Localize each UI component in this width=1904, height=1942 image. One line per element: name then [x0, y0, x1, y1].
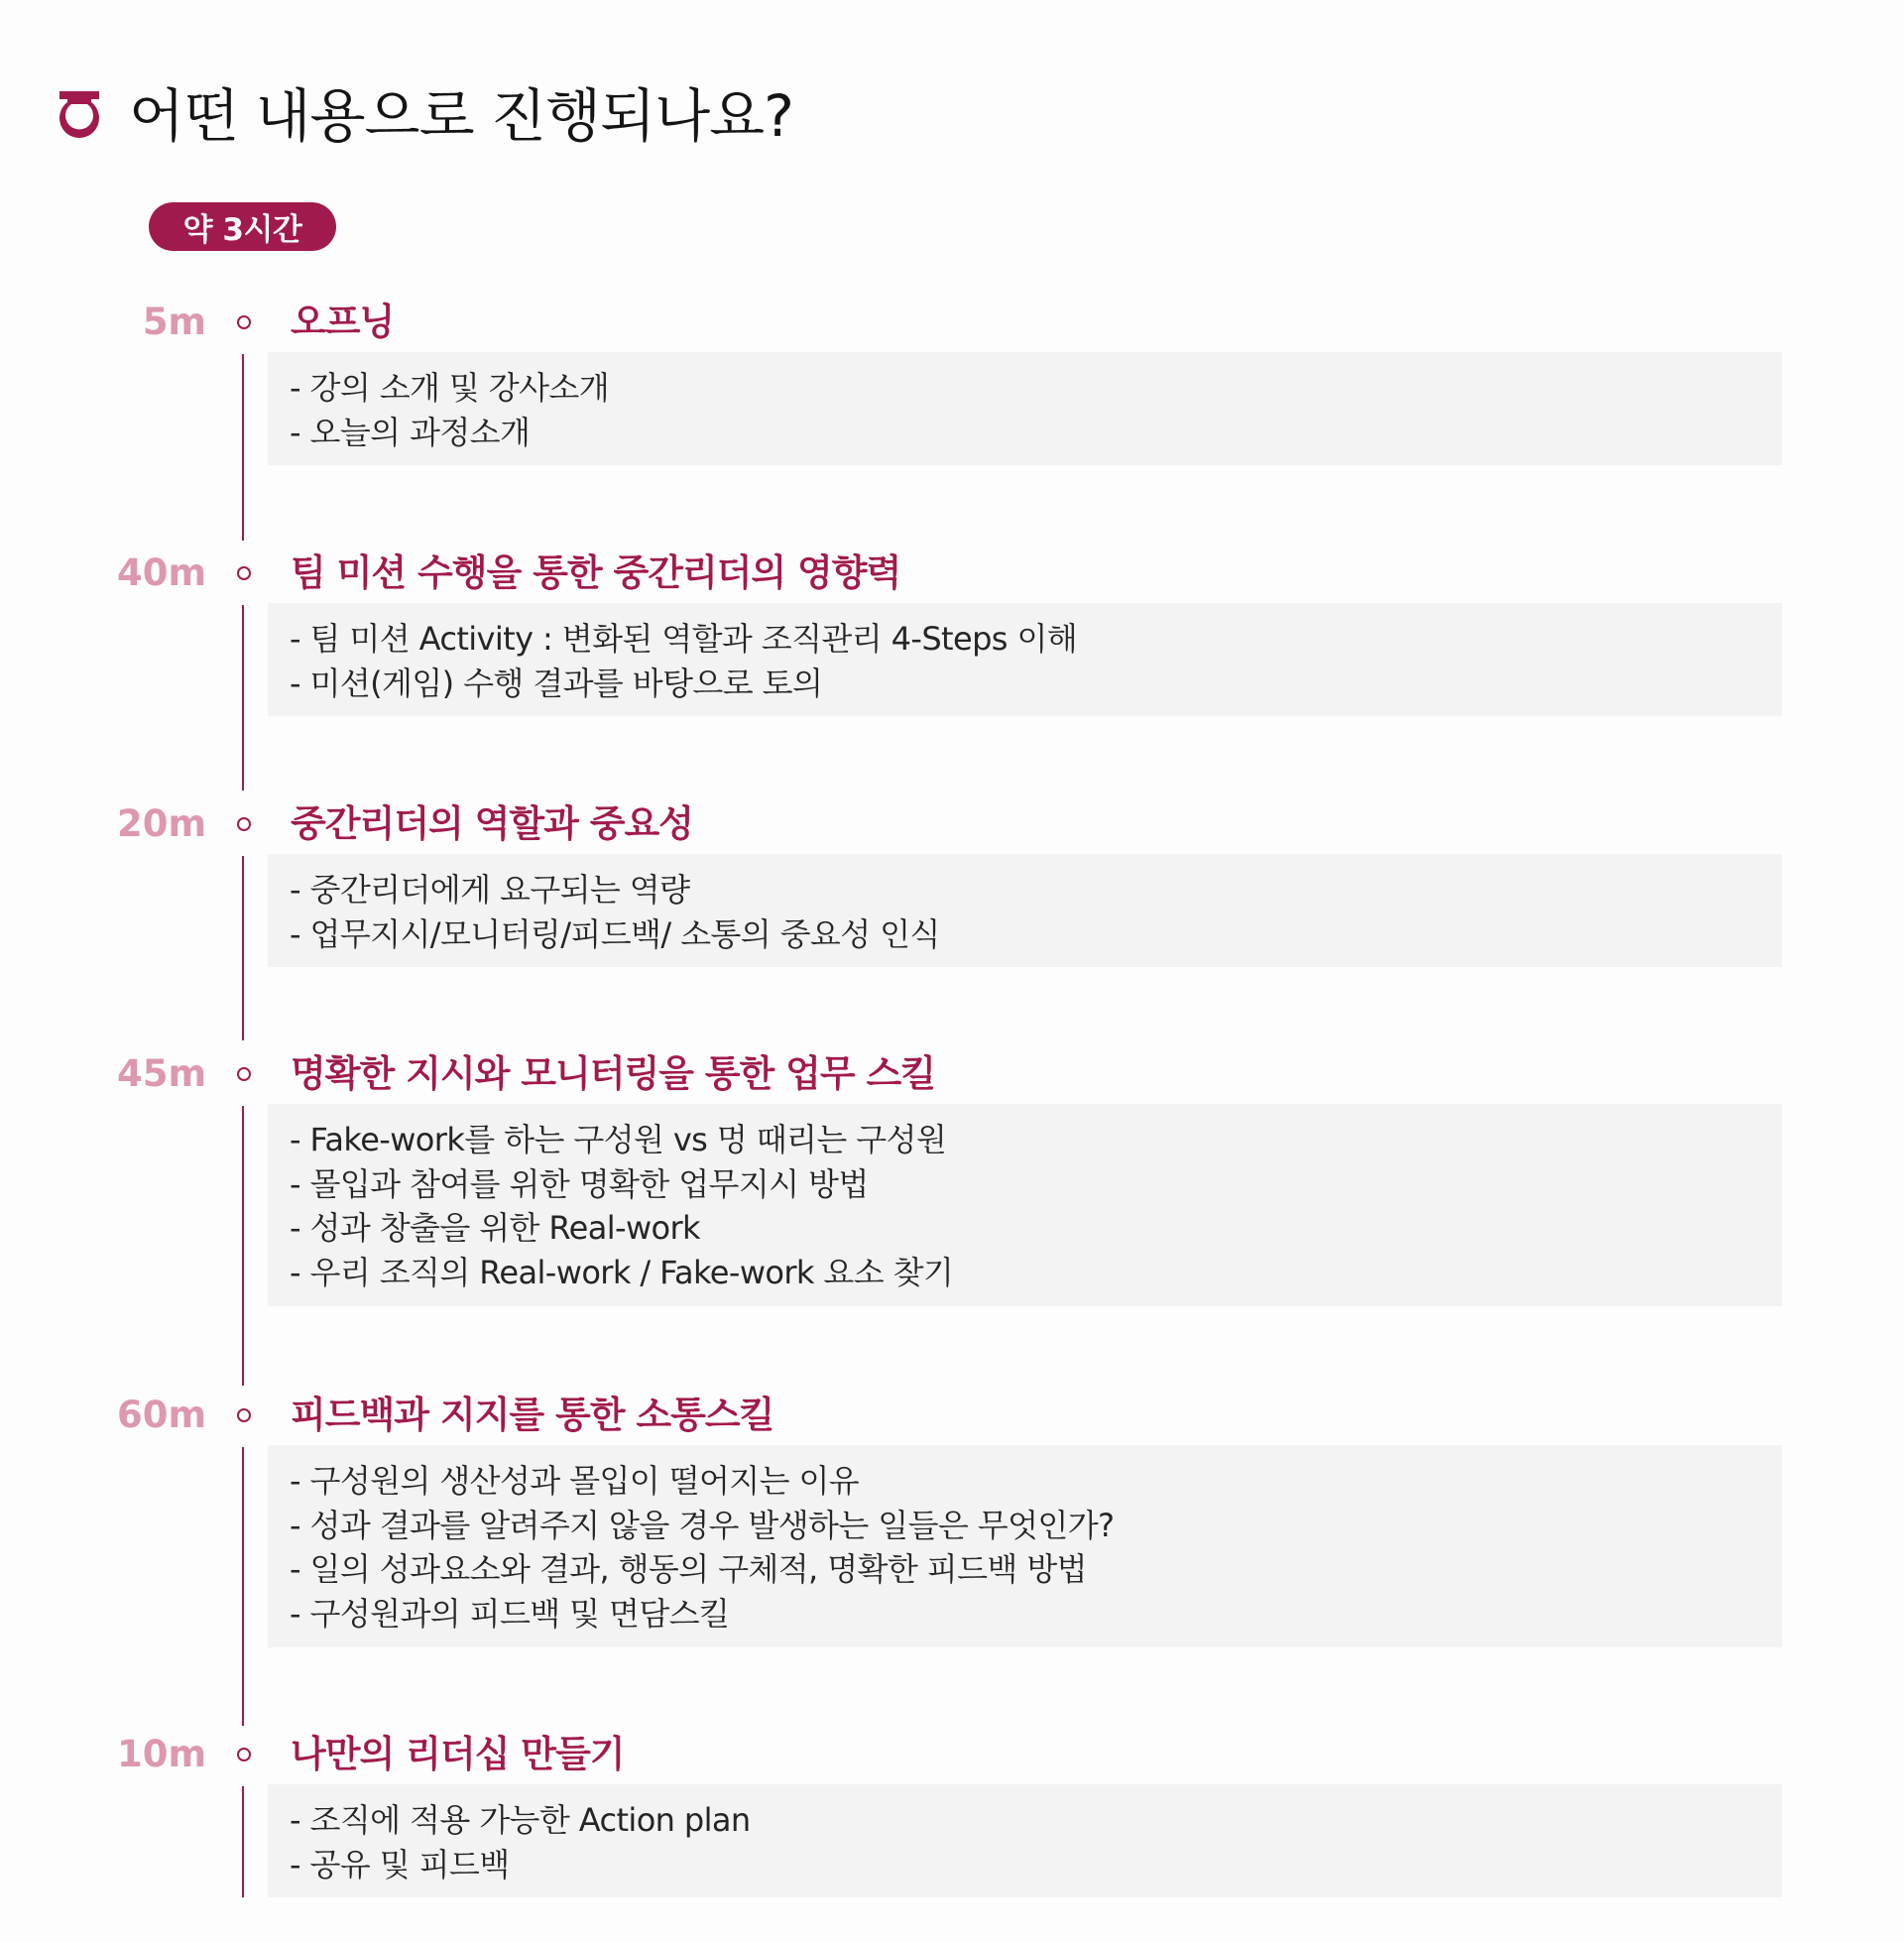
detail-line: - 팀 미션 Activity : 변화된 역할과 조직관리 4-Steps 이해: [290, 620, 1078, 658]
detail-line: - 일의 성과요소와 결과, 행동의 구체적, 명확한 피드백 방법: [290, 1550, 1087, 1588]
time-label: 45m: [116, 1052, 206, 1095]
timeline-node-icon: [237, 566, 251, 580]
item-title: 팀 미션 수행을 통한 중간리더의 영향력: [291, 551, 901, 594]
item-details-box: [268, 1784, 1782, 1897]
timeline-node-icon: [237, 315, 251, 329]
detail-line: - 조직에 적용 가능한 Action plan: [290, 1801, 751, 1839]
detail-line: - 강의 소개 및 강사소개: [290, 369, 610, 407]
item-title: 오프닝: [291, 301, 395, 343]
time-label: 20m: [116, 802, 206, 845]
detail-line: - 구성원과의 피드백 및 면담스킬: [290, 1594, 730, 1633]
timeline-connector: [242, 1106, 244, 1386]
duration-badge: 약 3시간: [149, 202, 336, 251]
item-title: 중간리더의 역할과 중요성: [291, 802, 693, 845]
time-label: 40m: [116, 551, 206, 594]
page-header: [52, 69, 793, 153]
brand-logo-icon: [52, 83, 107, 139]
detail-line: - 몰입과 참여를 위한 명확한 업무지시 방법: [290, 1164, 869, 1203]
detail-line: - 업무지시/모니터링/피드백/ 소통의 중요성 인식: [290, 914, 940, 953]
time-label: 10m: [116, 1733, 206, 1775]
timeline-node-icon: [237, 1408, 251, 1422]
item-details-box: [268, 854, 1782, 967]
time-label: 60m: [116, 1394, 206, 1436]
page-title: 어떤 내용으로 진행되나요?: [129, 82, 793, 150]
timeline-node-icon: [237, 1067, 251, 1081]
timeline-connector: [242, 856, 244, 1040]
timeline-node-icon: [237, 1748, 251, 1761]
detail-line: - 미션(게임) 수행 결과를 바탕으로 토의: [290, 664, 823, 702]
time-label: 5m: [142, 301, 206, 343]
detail-line: - 오늘의 과정소개: [290, 413, 531, 451]
item-details-box: [268, 603, 1782, 716]
item-title: 나만의 리더십 만들기: [291, 1733, 625, 1775]
detail-line: - 공유 및 피드백: [290, 1845, 510, 1883]
item-details-box: [268, 352, 1782, 465]
timeline-connector: [242, 1786, 244, 1897]
detail-line: - 구성원의 생산성과 몰입이 떨어지는 이유: [290, 1462, 860, 1500]
detail-line: - Fake-work를 하는 구성원 vs 멍 때리는 구성원: [290, 1121, 947, 1158]
timeline-node-icon: [237, 817, 251, 831]
detail-line: - 중간리더에게 요구되는 역량: [290, 871, 690, 909]
item-details-box: [268, 1104, 1782, 1306]
timeline-connector: [242, 1447, 244, 1726]
item-title: 피드백과 지지를 통한 소통스킬: [291, 1394, 774, 1436]
timeline-connector: [242, 354, 244, 541]
detail-line: - 우리 조직의 Real-work / Fake-work 요소 찾기: [290, 1253, 954, 1291]
item-details-box: [268, 1445, 1782, 1647]
detail-line: - 성과 창출을 위한 Real-work: [290, 1209, 700, 1247]
timeline-connector: [242, 605, 244, 790]
detail-line: - 성과 결과를 알려주지 않을 경우 발생하는 일들은 무엇인가?: [290, 1506, 1115, 1544]
item-title: 명확한 지시와 모니터링을 통한 업무 스킬: [291, 1052, 936, 1095]
